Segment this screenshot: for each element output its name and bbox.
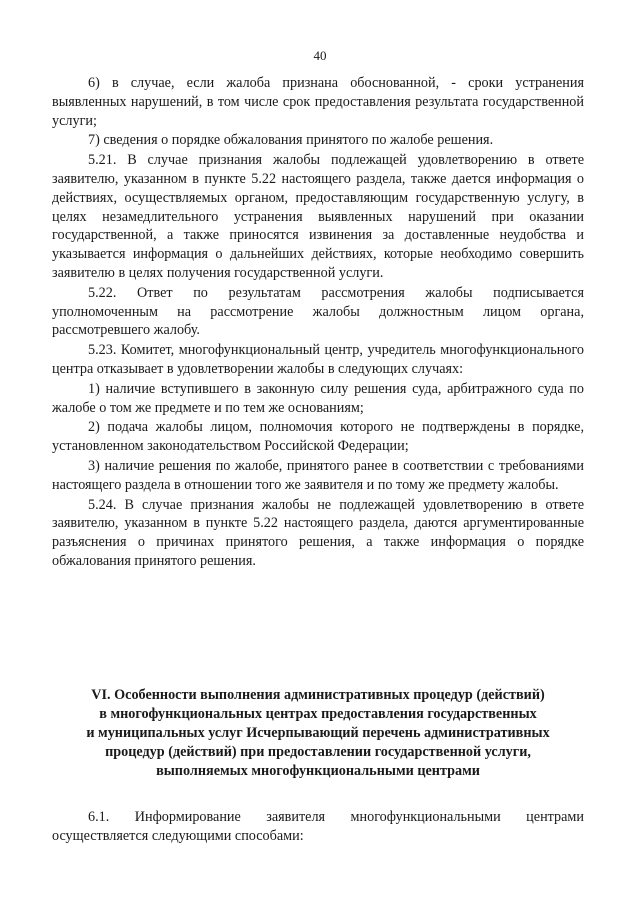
page-number: 40: [313, 48, 327, 63]
paragraph-case-3: 3) наличие решения по жалобе, принятого ранее в соответствии с требованиями настоящего раздела в отношении того же заявителя и по тому же предмету жалобы.: [52, 457, 584, 493]
paragraph-case-2: 2) подача жалобы лицом, полномочия которого не подтверждены в порядке, установленном законодательством Российской Федерации;: [52, 419, 584, 455]
heading-line: процедур (действий) при предоставлении государственной услуги,: [105, 744, 531, 760]
paragraph-5-21: 5.21. В случае признания жалобы подлежащей удовлетворению в ответе заявителю, указанном в пункте 5.22 настоящего раздела, также дается информация о действиях, осуществляемых органом, предоставляющим государственную услугу, в целях незамедлительного устранения выявленных нарушений при оказании государственной, а также приносятся извинения за доставленные неудобства и указывается информация о дальнейших действиях, которые необходимо совершить заявителю в целях получения государственной услуги.: [52, 152, 584, 281]
paragraph-5-23: 5.23. Комитет, многофункциональный центр, учредитель многофункционального центра отказывает в удовлетворении жалобы в следующих случаях:: [52, 342, 584, 377]
paragraph-5-24: 5.24. В случае признания жалобы не подлежащей удовлетворению в ответе заявителю, указанном в пункте 5.22 настоящего раздела, даются аргументированные разъяснения о причинах принятого решения, а также информация о порядке обжалования принятого решения.: [52, 496, 584, 569]
paragraph-case-1: 1) наличие вступившего в законную силу решения суда, арбитражного суда по жалобе о том же предмете и по тем же основаниям;: [52, 380, 584, 416]
paragraph-5-22: 5.22. Ответ по результатам рассмотрения жалобы подписывается уполномоченным на рассмотрение жалобы должностным лицом органа, рассмотревшего жалобу.: [52, 284, 584, 339]
section-body: [52, 808, 584, 846]
heading-line: в многофункциональных центрах предоставления государственных: [99, 706, 537, 722]
heading-line: VI. Особенности выполнения административных процедур (действий): [91, 687, 545, 703]
document-body: [52, 74, 584, 572]
heading-line: и муниципальных услуг Исчерпывающий перечень административных: [86, 725, 550, 741]
paragraph-item-7: 7) сведения о порядке обжалования принятого по жалобе решения.: [88, 132, 494, 149]
paragraph-item-6: 6) в случае, если жалоба признана обоснованной, - сроки устранения выявленных нарушений, в том числе срок предоставления результата государственной услуги;: [52, 75, 584, 129]
paragraph-6-1: 6.1. Информирование заявителя многофункциональными центрами осуществляется следующими способами:: [52, 809, 584, 844]
heading-line: выполняемых многофункциональными центрами: [156, 763, 480, 779]
section-heading: [52, 686, 584, 781]
